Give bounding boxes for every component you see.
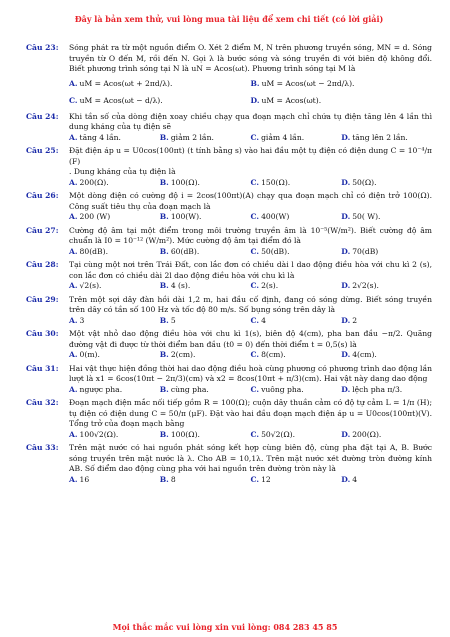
question-number: Câu 24: — [26, 111, 59, 121]
question-body — [69, 295, 432, 327]
question-stem: Khi tần số của dòng điện xoay chiều chạy qua đoạn mạch chỉ chứa tụ điện tăng lên 4 lần thì dung kháng của tụ điện sẽ — [69, 111, 432, 131]
option-label: B. — [250, 78, 260, 88]
option-label: C. — [250, 246, 260, 256]
answer-option — [160, 178, 251, 189]
option-text: 100(W). — [170, 212, 202, 221]
option-text: 0(m). — [79, 350, 100, 359]
option-text: 80(dB). — [79, 246, 108, 256]
option-label: B. — [159, 350, 169, 359]
question-stem: Đoạn mạch điện mắc nối tiếp gồm R = 100(Ω); cuộn dây thuần cảm có độ tự cảm L = 1/π (H); tụ điện có điện dung C = 50/π (μF). Đặt vào hai đầu đoạn mạch điện áp u = U0cos(100πt)(V). Tổng trở của đoạn mạch bằng — [69, 398, 432, 428]
option-label: A. — [69, 177, 78, 187]
question-stem: Đặt điện áp u = U0cos(100πt) (t tính bằng s) vào hai đầu một tụ điện có điện dung C = 10⁻⁴/π (F) — [69, 146, 432, 166]
option-label: C. — [250, 474, 260, 484]
option-label: D. — [341, 474, 351, 484]
answer-options — [69, 430, 432, 441]
option-text: cùng pha. — [170, 384, 209, 394]
option-text: 70(dB) — [352, 246, 379, 256]
question-stem: Cường độ âm tại một điểm trong môi trường truyền âm là 10⁻⁵(W/m²). Biết cường độ âm chuẩn là I0 = 10⁻¹² (W/m²). Mức cường độ âm tại điểm đó là — [69, 225, 432, 245]
answer-option — [160, 281, 251, 292]
option-text: 50(dB). — [261, 246, 290, 256]
question — [26, 43, 432, 109]
answer-option — [160, 430, 251, 441]
option-text: 12 — [261, 474, 271, 484]
question-stem: . Dung kháng của tụ điện là — [69, 167, 176, 176]
option-text: 4 — [261, 315, 266, 325]
option-text: 100(Ω). — [170, 177, 200, 187]
option-label: D. — [341, 384, 351, 394]
option-text: 200 (W) — [79, 212, 111, 221]
option-label: B. — [159, 474, 169, 484]
option-text: 50(Ω). — [352, 177, 377, 187]
question-number: Câu 32: — [26, 398, 59, 407]
option-label: B. — [159, 212, 169, 221]
option-label: A. — [69, 474, 78, 484]
answer-option — [69, 133, 160, 144]
question-body — [69, 398, 432, 440]
option-text: 60(dB). — [170, 246, 200, 256]
answer-option — [251, 350, 342, 361]
answer-option — [160, 385, 251, 396]
answer-option — [251, 247, 342, 258]
option-label: A. — [69, 212, 78, 221]
option-label: A. — [69, 132, 78, 142]
answer-option — [160, 475, 251, 486]
option-text: 2 — [352, 315, 358, 325]
option-label: C. — [250, 132, 260, 142]
option-label: D. — [341, 315, 351, 325]
question-stem: Một vật nhỏ dao động điều hòa với chu kì 1(s), biên độ 4(cm), pha ban đầu −π/2. Quãng đường vật đi được từ thời điểm ban đầu (t0 = 0) đến thời điểm t = 0,5(s) là — [69, 329, 432, 349]
option-text: 2√2(s). — [352, 281, 379, 290]
answer-options — [69, 316, 432, 327]
option-text: giảm 2 lần. — [170, 132, 214, 142]
question-stem: Hai vật thực hiện đồng thời hai dao động điều hoà cùng phương có phương trình dao động lần lượt là x1 = 6cos(10πt − 2π/3)(cm) và x2 = 8cos(10πt + π/3)(cm). Hai vật này dang dao động — [69, 363, 432, 383]
option-text: 200(Ω). — [79, 177, 109, 187]
question-stem: Tại cùng một nơi trên Trái Đất, con lắc đơn có chiều dài l dao động điều hòa với chu kì 2 (s), con lắc đơn có chiều dài 2l dao động điều hòa với chu kì là — [69, 260, 432, 280]
question — [26, 226, 432, 258]
answer-options — [69, 133, 432, 144]
answer-option — [251, 475, 342, 486]
option-text: 4 — [352, 474, 358, 484]
question — [26, 398, 432, 440]
option-text: tăng 4 lần. — [79, 132, 121, 142]
answer-options — [69, 475, 432, 486]
question — [26, 112, 432, 144]
option-text: 200(Ω). — [352, 429, 382, 439]
option-text: 150(Ω). — [261, 177, 291, 187]
option-text: 8(cm). — [261, 350, 286, 359]
answer-option — [341, 133, 432, 144]
option-label: D. — [341, 281, 351, 290]
answer-option — [69, 385, 160, 396]
option-text: 400(W) — [261, 212, 290, 221]
answer-option — [160, 212, 251, 223]
question-number: Câu 28: — [26, 260, 59, 269]
contact-footer: Mọi thắc mắc vui lòng xin vui lòng: 084 283 45 85 — [112, 622, 338, 632]
option-label: A. — [69, 78, 78, 88]
option-text: 100√2(Ω). — [79, 429, 119, 439]
answer-option — [251, 430, 342, 441]
option-text: 2(cm). — [170, 350, 196, 359]
option-label: A. — [69, 429, 78, 439]
option-label: D. — [341, 212, 351, 221]
question-stem: Trên mặt nước có hai nguồn phát sóng kết hợp cùng biên độ, cùng pha đặt tại A, B. Bước sóng truyền trên mặt nước là λ. Cho AB = 10,1λ. Trên mặt nước xét đường tròn đường kính AB. Số điểm dao động cùng pha với hai nguồn trên đường tròn này là — [69, 443, 432, 473]
question-stem: Trên một sợi dây đàn hồi dài 1,2 m, hai đầu cố định, đang có sóng dừng. Biết sóng truyền trên dây có tần số 100 Hz và tốc độ 80 m/s. Số bụng sóng trên dây là — [69, 294, 432, 314]
question — [26, 329, 432, 361]
option-text: vuông pha. — [261, 384, 304, 394]
answer-option — [341, 212, 432, 223]
answer-option — [341, 178, 432, 189]
option-label: D. — [341, 177, 351, 187]
option-text: 4(cm). — [352, 350, 377, 359]
answer-option — [341, 385, 432, 396]
option-label: B. — [159, 315, 169, 325]
option-label: D. — [341, 429, 351, 439]
option-label: A. — [69, 246, 78, 256]
option-label: C. — [250, 315, 260, 325]
option-label: D. — [341, 132, 351, 142]
answer-option — [69, 430, 160, 441]
question-number: Câu 23: — [26, 43, 59, 52]
answer-option — [160, 350, 251, 361]
option-label: B. — [159, 177, 169, 187]
question — [26, 443, 432, 485]
option-label: C. — [250, 281, 260, 290]
option-text: uM = Acos(ωt − 2πd/λ). — [261, 78, 355, 88]
answer-option — [69, 178, 160, 189]
answer-option — [251, 92, 433, 109]
answer-option — [341, 247, 432, 258]
option-label: A. — [69, 315, 78, 325]
answer-options — [69, 281, 432, 292]
answer-options — [69, 75, 432, 109]
option-text: 3 — [79, 315, 85, 325]
option-label: C. — [250, 177, 260, 187]
answer-option — [251, 133, 342, 144]
option-label: C. — [69, 95, 78, 105]
question-body — [69, 112, 432, 144]
answer-option — [69, 350, 160, 361]
answer-option — [160, 316, 251, 327]
option-text: tăng lên 2 lần. — [352, 132, 408, 142]
option-text: 16 — [79, 474, 90, 484]
option-label: A. — [69, 281, 78, 290]
question-number: Câu 31: — [26, 363, 59, 373]
answer-option — [69, 316, 160, 327]
option-label: C. — [250, 212, 260, 221]
option-text: uM = Acos(ωt − d/λ). — [79, 95, 163, 105]
option-text: giảm 4 lần. — [261, 132, 305, 142]
answer-option — [69, 281, 160, 292]
option-text: lệch pha π/3. — [352, 384, 403, 394]
answer-options — [69, 350, 432, 361]
question-list — [26, 43, 432, 485]
answer-option — [160, 133, 251, 144]
answer-options — [69, 247, 432, 258]
option-label: C. — [250, 384, 260, 394]
answer-option — [251, 75, 433, 92]
question-body — [69, 443, 432, 485]
answer-option — [69, 247, 160, 258]
answer-option — [341, 316, 432, 327]
question-body — [69, 191, 432, 223]
option-label: A. — [69, 350, 78, 359]
question — [26, 364, 432, 396]
answer-option — [341, 475, 432, 486]
preview-banner: Đây là bản xem thử, vui lòng mua tài liệu để xem chi tiết (có lời giải) — [74, 14, 384, 24]
answer-option — [251, 178, 342, 189]
question-body — [69, 146, 432, 188]
option-text: 50√2(Ω). — [261, 429, 296, 439]
question-number: Câu 30: — [26, 329, 59, 338]
question-body — [69, 43, 432, 109]
question-body — [69, 329, 432, 361]
option-text: 50( W). — [352, 212, 381, 221]
option-label: C. — [250, 429, 260, 439]
option-label: B. — [159, 384, 169, 394]
option-text: uM = Acos(ωt + 2πd/λ). — [79, 78, 173, 88]
answer-option — [341, 281, 432, 292]
option-label: B. — [159, 281, 169, 290]
answer-options — [69, 178, 432, 189]
question-number: Câu 33: — [26, 443, 59, 452]
option-label: D. — [341, 350, 351, 359]
question — [26, 146, 432, 188]
option-text: 2(s). — [261, 281, 279, 290]
option-text: uM = Acos(ωt). — [261, 95, 322, 105]
answer-options — [69, 385, 432, 396]
question-number: Câu 26: — [26, 191, 59, 200]
answer-options — [69, 212, 432, 223]
question-stem: Một dòng điện có cường độ i = 2cos(100πt)(A) chạy qua đoạn mạch chỉ có điện trở 100(Ω). Công suất tiêu thụ của đoạn mạch là — [69, 191, 432, 211]
answer-option — [341, 350, 432, 361]
answer-option — [251, 316, 342, 327]
answer-option — [251, 281, 342, 292]
question-number: Câu 29: — [26, 294, 59, 304]
option-label: B. — [159, 429, 169, 439]
option-label: C. — [250, 350, 260, 359]
question — [26, 295, 432, 327]
option-text: 5 — [170, 315, 176, 325]
answer-option — [69, 475, 160, 486]
option-label: D. — [341, 246, 351, 256]
answer-option — [69, 92, 251, 109]
answer-option — [251, 212, 342, 223]
question-number: Câu 27: — [26, 225, 59, 235]
option-text: 100(Ω). — [170, 429, 200, 439]
answer-option — [160, 247, 251, 258]
option-text: √2(s). — [79, 281, 102, 290]
answer-option — [69, 75, 251, 92]
question — [26, 191, 432, 223]
option-label: B. — [159, 246, 169, 256]
answer-option — [69, 212, 160, 223]
question-stem: Sóng phát ra từ một nguồn điểm O. Xét 2 điểm M, N trên phương truyền sóng, MN = d. Sóng truyền từ O đến M, rồi đến N. Gọi λ là bước sóng và sóng truyền đi với biên độ không đổi. Biết phương trình sóng tại N là uN = Acos(ωt). Phương trình sóng tại M là — [69, 43, 432, 73]
answer-option — [251, 385, 342, 396]
option-label: A. — [69, 384, 78, 394]
option-label: B. — [159, 132, 169, 142]
question-number: Câu 25: — [26, 146, 59, 155]
question — [26, 260, 432, 292]
option-text: 8 — [170, 474, 176, 484]
option-label: D. — [250, 95, 260, 105]
option-text: ngược pha. — [79, 384, 123, 394]
option-text: 4 (s). — [170, 281, 191, 290]
question-body — [69, 364, 432, 396]
answer-option — [341, 430, 432, 441]
question-body — [69, 260, 432, 292]
question-body — [69, 226, 432, 258]
